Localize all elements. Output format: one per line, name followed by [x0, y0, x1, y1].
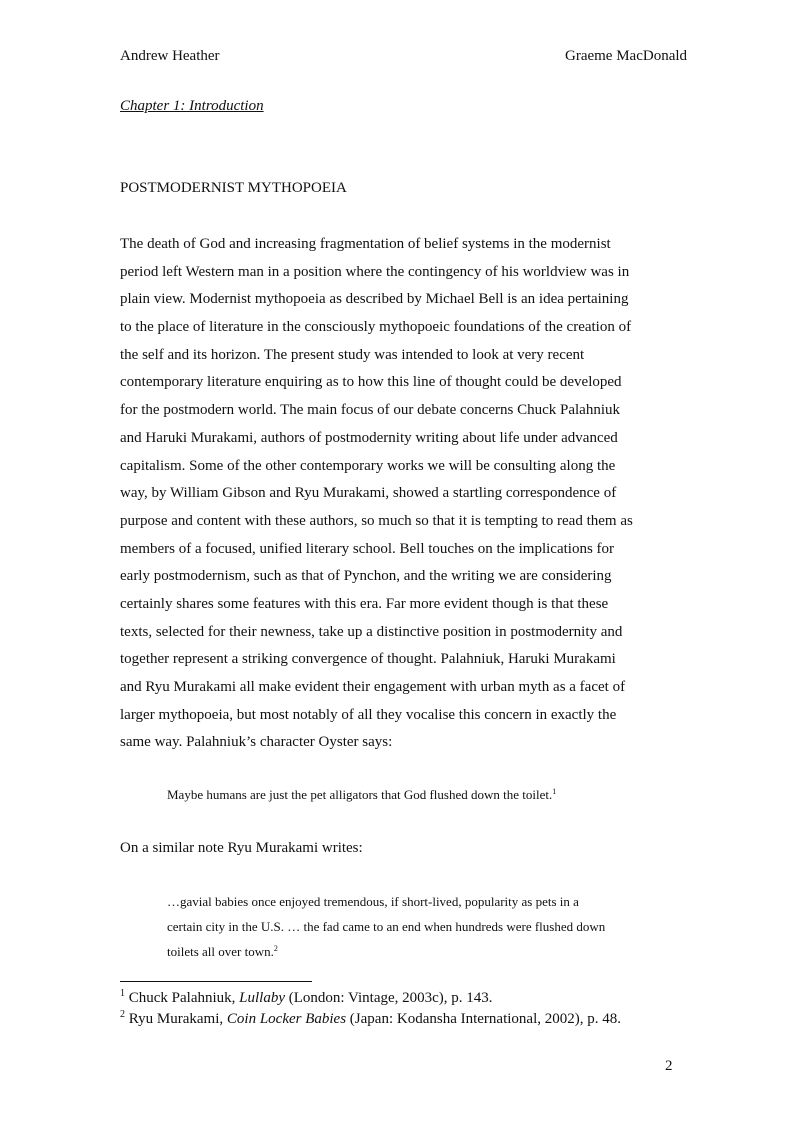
- footnote-marker[interactable]: 1: [552, 787, 557, 796]
- body-line: and Haruki Murakami, authors of postmodernity writing about life under advanced: [120, 429, 618, 446]
- header-author-left: Andrew Heather: [120, 48, 220, 64]
- body-line: way, by William Gibson and Ryu Murakami, showed a startling correspondence of: [120, 485, 617, 502]
- footnote-2: [120, 1010, 621, 1028]
- body-line: period left Western man in a position where the contingency of his worldview was in: [120, 263, 630, 280]
- section-heading: POSTMODERNIST MYTHOPOEIA: [120, 180, 347, 196]
- block-quote-palahniuk: [167, 782, 556, 807]
- body-line: for the postmodern world. The main focus of our debate concerns Chuck Palahniuk: [120, 402, 621, 419]
- body-line: members of a focused, unified literary school. Bell touches on the implications for: [120, 540, 615, 557]
- body-paragraph: [120, 231, 680, 757]
- body-line: larger mythopoeia, but most notably of all they vocalise this concern in exactly the: [120, 706, 617, 723]
- quote-line: [167, 939, 605, 964]
- footnote-separator: [120, 981, 312, 982]
- quote-line: [167, 782, 556, 807]
- quote-text: toilets all over town.: [167, 944, 274, 959]
- footnote-number: 2: [120, 1009, 125, 1020]
- transition-sentence: On a similar note Ryu Murakami writes:: [120, 840, 363, 856]
- body-line: the self and its horizon. The present study was intended to look at very recent: [120, 346, 585, 363]
- chapter-heading: Chapter 1: Introduction: [120, 98, 264, 114]
- quote-text: Maybe humans are just the pet alligators that God flushed down the toilet.: [167, 787, 553, 802]
- footnote-title: Lullaby: [239, 990, 285, 1006]
- body-line: texts, selected for their newness, take up a distinctive position in postmodernity and: [120, 623, 623, 640]
- block-quote-murakami: [167, 889, 605, 964]
- body-line: capitalism. Some of the other contemporary works we will be consulting along the: [120, 457, 616, 474]
- footnote-author: Chuck Palahniuk,: [128, 990, 240, 1006]
- body-line: to the place of literature in the consciously mythopoeic foundations of the creation of: [120, 319, 632, 336]
- body-line: purpose and content with these authors, so much so that it is tempting to read them as: [120, 512, 633, 529]
- body-line: The death of God and increasing fragmentation of belief systems in the modernist: [120, 236, 611, 252]
- footnote-title: Coin Locker Babies: [226, 1011, 347, 1027]
- footnote-publication: (Japan: Kodansha International, 2002), p. 48.: [346, 1011, 621, 1027]
- footnote-1: [120, 989, 493, 1007]
- body-line: plain view. Modernist mythopoeia as described by Michael Bell is an idea pertaining: [120, 291, 629, 308]
- header-author-right: Graeme MacDonald: [565, 48, 688, 64]
- footnote-number: 1: [120, 988, 125, 999]
- body-line: contemporary literature enquiring as to how this line of thought could be developed: [120, 374, 622, 391]
- body-line: together represent a striking convergence of thought. Palahniuk, Haruki Murakami: [120, 651, 616, 668]
- body-line: same way. Palahniuk’s character Oyster says:: [120, 734, 393, 751]
- footnote-marker[interactable]: 2: [273, 944, 278, 953]
- body-line: early postmodernism, such as that of Pynchon, and the writing we are considering: [120, 568, 612, 585]
- body-line: certainly shares some features with this era. Far more evident though is that these: [120, 595, 609, 612]
- footnote-publication: (London: Vintage, 2003c), p. 143.: [285, 990, 493, 1006]
- quote-line: certain city in the U.S. … the fad came to an end when hundreds were flushed down: [167, 919, 606, 934]
- page-number: 2: [665, 1058, 673, 1074]
- body-line: and Ryu Murakami all make evident their engagement with urban myth as a facet of: [120, 679, 626, 695]
- quote-line: …gavial babies once enjoyed tremendous, if short-lived, popularity as pets in a: [167, 894, 579, 909]
- footnote-author: Ryu Murakami,: [128, 1011, 227, 1027]
